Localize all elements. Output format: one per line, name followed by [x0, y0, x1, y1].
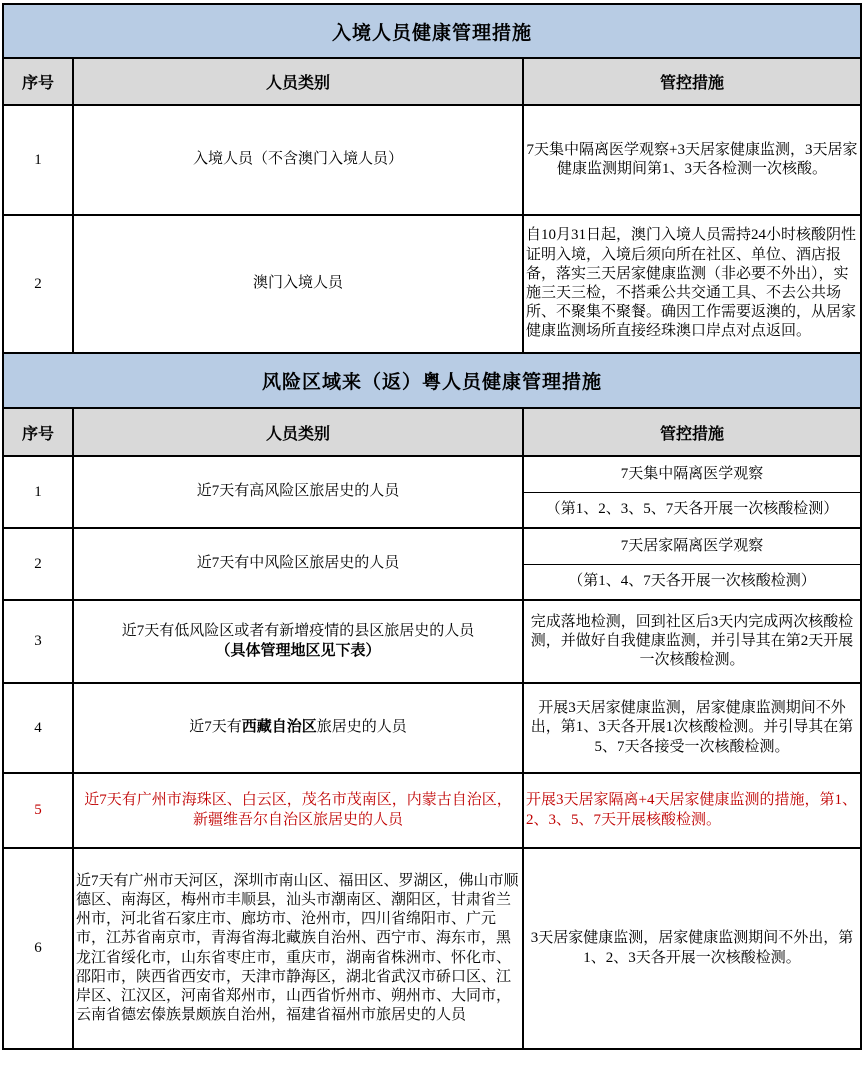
control-measure-main: 7天集中隔离医学观察 — [523, 456, 861, 492]
person-category — [73, 600, 523, 683]
person-category-line1: 近7天有低风险区或者有新增疫情的县区旅居史的人员 — [121, 623, 475, 640]
person-category: 近7天有高风险区旅居史的人员 — [73, 456, 523, 528]
control-measure-note: （第1、2、3、5、7天各开展一次核酸检测） — [523, 492, 861, 528]
person-category: 入境人员（不含澳门入境人员） — [73, 105, 523, 215]
control-measure: 3天居家健康监测，居家健康监测期间不外出，第1、2、3天各开展一次核酸检测。 — [523, 848, 861, 1049]
table-row — [3, 528, 861, 564]
section1-title: 入境人员健康管理措施 — [3, 4, 861, 58]
section1-header-no: 序号 — [3, 58, 73, 105]
person-category: 近7天有中风险区旅居史的人员 — [73, 528, 523, 600]
health-measures-table — [2, 3, 862, 1050]
table-row — [3, 215, 861, 353]
section2-header-measure: 管控措施 — [523, 408, 861, 456]
table-row — [3, 456, 861, 492]
control-measure-alert: 开展3天居家隔离+4天居家健康监测的措施，第1、2、3、5、7天开展核酸检测。 — [523, 773, 861, 848]
section1-header-measure: 管控措施 — [523, 58, 861, 105]
row-number: 1 — [3, 456, 73, 528]
person-category-alert: 近7天有广州市海珠区、白云区，茂名市茂南区，内蒙古自治区，新疆维吾尔自治区旅居史的人员 — [73, 773, 523, 848]
control-measure: 7天集中隔离医学观察+3天居家健康监测，3天居家健康监测期间第1、3天各检测一次核酸。 — [523, 105, 861, 215]
row-number: 2 — [3, 528, 73, 600]
table-row — [3, 848, 861, 1049]
section1-header-category: 人员类别 — [73, 58, 523, 105]
section2-header-category: 人员类别 — [73, 408, 523, 456]
section2-header-no: 序号 — [3, 408, 73, 456]
control-measure: 开展3天居家健康监测，居家健康监测期间不外出，第1、3天各开展1次核酸检测。并引导其在第5、7天各接受一次核酸检测。 — [523, 683, 861, 773]
table-row — [3, 683, 861, 773]
person-category: 近7天有广州市天河区，深圳市南山区、福田区、罗湖区，佛山市顺德区、南海区，梅州市丰顺县，汕头市潮南区、潮阳区，甘肃省兰州市，河北省石家庄市、廊坊市、沧州市，四川省绵阳市、广元市，江苏省南京市，青海省海北藏族自治州、西宁市、海东市，黑龙江省绥化市，山东省枣庄市，重庆市，湖南省株洲市、怀化市、邵阳市，陕西省西安市，天津市静海区，湖北省武汉市硚口区、江岸区、江汉区，河南省郑州市，山西省忻州市、朔州市、大同市，云南省德宏傣族景颇族自治州，福建省福州市旅居史的人员 — [73, 848, 523, 1049]
control-measure: 完成落地检测，回到社区后3天内完成两次核酸检测，并做好自我健康监测，并引导其在第2天开展一次核酸检测。 — [523, 600, 861, 683]
person-category-prefix: 近7天有 — [189, 719, 242, 736]
control-measure-note: （第1、4、7天各开展一次核酸检测） — [523, 564, 861, 600]
person-category — [73, 683, 523, 773]
row-number: 4 — [3, 683, 73, 773]
row-number: 3 — [3, 600, 73, 683]
table-row — [3, 773, 861, 848]
person-category: 澳门入境人员 — [73, 215, 523, 353]
section2-title: 风险区域来（返）粤人员健康管理措施 — [3, 353, 861, 408]
row-number: 5 — [3, 773, 73, 848]
row-number: 2 — [3, 215, 73, 353]
person-category-suffix: 旅居史的人员 — [316, 719, 407, 736]
control-measure-main: 7天居家隔离医学观察 — [523, 528, 861, 564]
row-number: 6 — [3, 848, 73, 1049]
person-category-bold: 西藏自治区 — [241, 719, 317, 736]
table-row — [3, 105, 861, 215]
control-measure: 自10月31日起，澳门入境人员需持24小时核酸阴性证明入境，入境后须向所在社区、单位、酒店报备，落实三天居家健康监测（非必要不外出），实施三天三检，不搭乘公共交通工具、不去公共场所、不聚集不聚餐。确因工作需要返澳的，从居家健康监测场所直接经珠澳口岸点对点返回。 — [523, 215, 861, 353]
person-category-line2-bold: （具体管理地区见下表） — [215, 642, 381, 659]
row-number: 1 — [3, 105, 73, 215]
table-row — [3, 600, 861, 683]
